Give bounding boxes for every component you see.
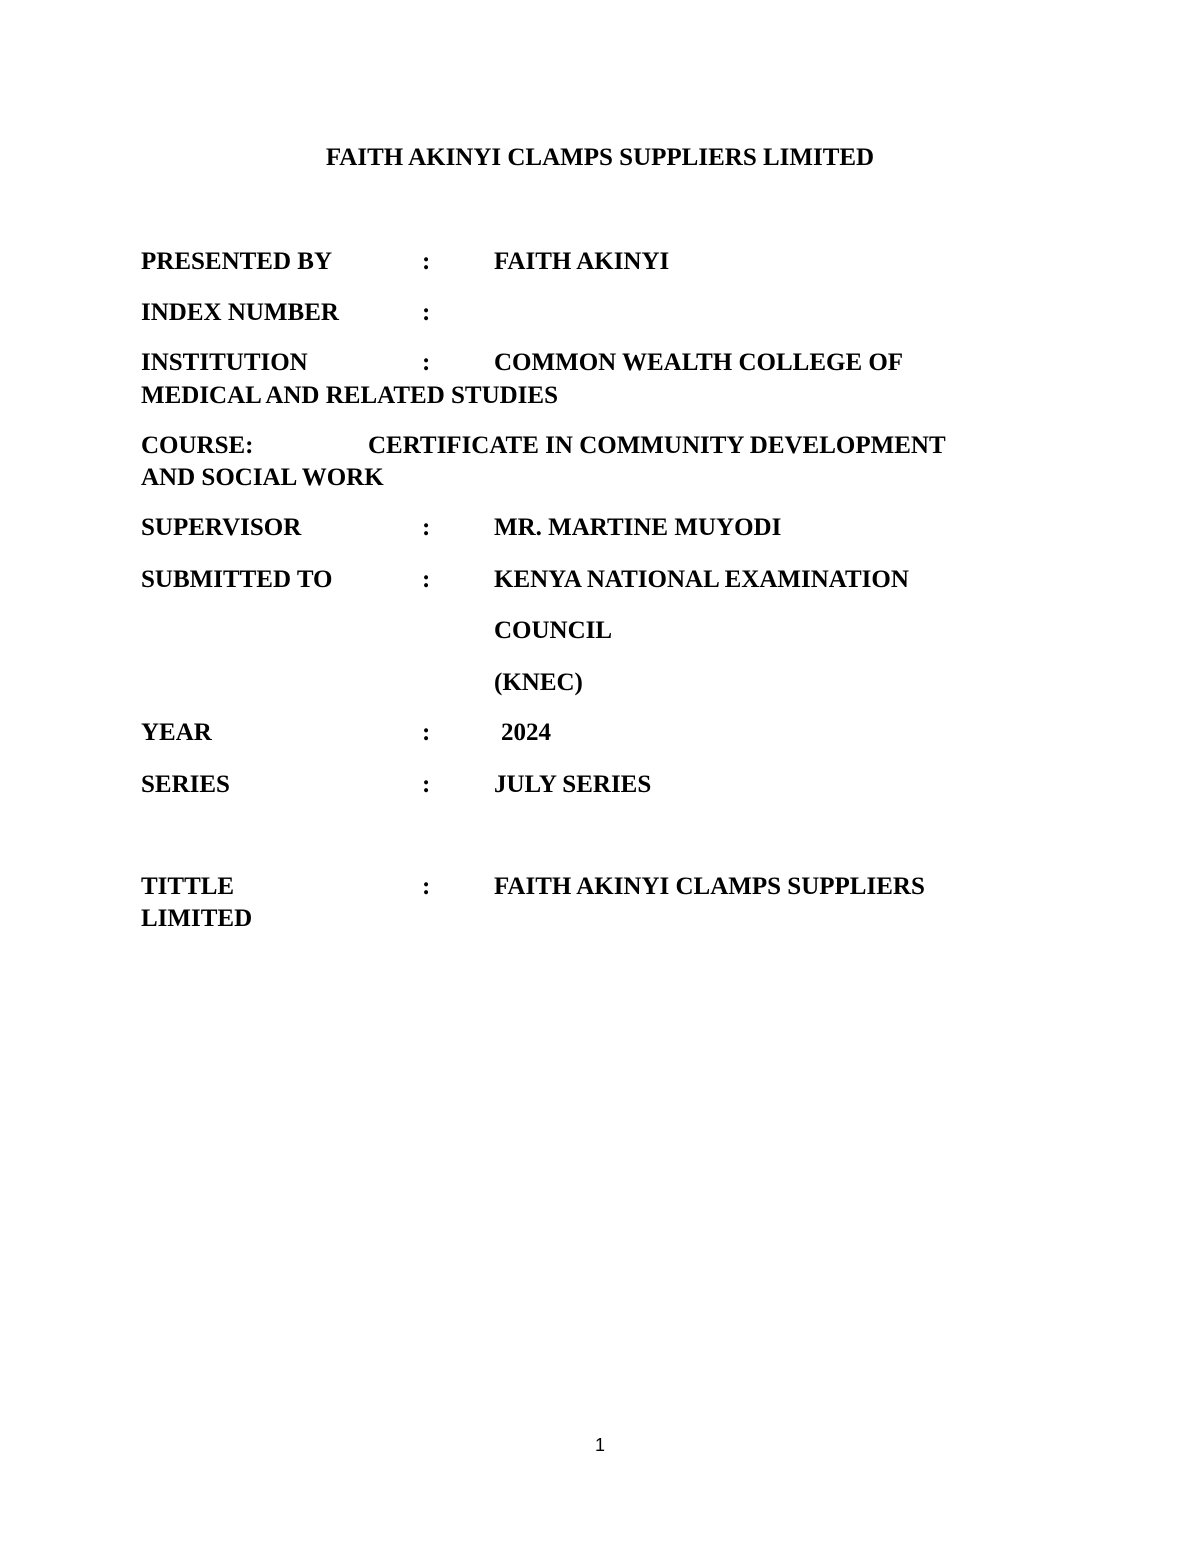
year-label: YEAR xyxy=(141,719,212,746)
index-number-label: INDEX NUMBER xyxy=(141,299,339,326)
supervisor-colon: : xyxy=(422,514,431,541)
institution-colon: : xyxy=(422,349,431,376)
index-number-colon: : xyxy=(422,299,431,326)
supervisor-value: MR. MARTINE MUYODI xyxy=(494,514,782,541)
submitted-to-value-line-1: KENYA NATIONAL EXAMINATION xyxy=(494,566,909,593)
course-value-line-2: AND SOCIAL WORK xyxy=(141,464,384,491)
course-label: COURSE: xyxy=(141,432,254,459)
institution-label: INSTITUTION xyxy=(141,349,308,376)
course-value-line-1: CERTIFICATE IN COMMUNITY DEVELOPMENT xyxy=(368,432,946,459)
series-value: JULY SERIES xyxy=(494,771,652,798)
submitted-to-value-line-3: (KNEC) xyxy=(494,669,583,696)
page-number: 1 xyxy=(594,1435,605,1455)
year-colon: : xyxy=(422,719,431,746)
document-title: FAITH AKINYI CLAMPS SUPPLIERS LIMITED xyxy=(325,144,875,171)
presented-by-value: FAITH AKINYI xyxy=(494,248,670,275)
tittle-value-line-1: FAITH AKINYI CLAMPS SUPPLIERS xyxy=(494,873,925,900)
institution-value-line-2: MEDICAL AND RELATED STUDIES xyxy=(141,382,558,409)
tittle-colon: : xyxy=(422,873,431,900)
institution-value-line-1: COMMON WEALTH COLLEGE OF xyxy=(494,349,904,376)
submitted-to-label: SUBMITTED TO xyxy=(141,566,333,593)
series-colon: : xyxy=(422,771,431,798)
year-value: 2024 xyxy=(501,719,551,746)
tittle-label: TITTLE xyxy=(141,873,235,900)
tittle-value-line-2: LIMITED xyxy=(141,905,253,932)
submitted-to-value-line-2: COUNCIL xyxy=(494,617,613,644)
series-label: SERIES xyxy=(141,771,230,798)
presented-by-colon: : xyxy=(422,248,431,275)
supervisor-label: SUPERVISOR xyxy=(141,514,302,541)
submitted-to-colon: : xyxy=(422,566,431,593)
presented-by-label: PRESENTED BY xyxy=(141,248,333,275)
